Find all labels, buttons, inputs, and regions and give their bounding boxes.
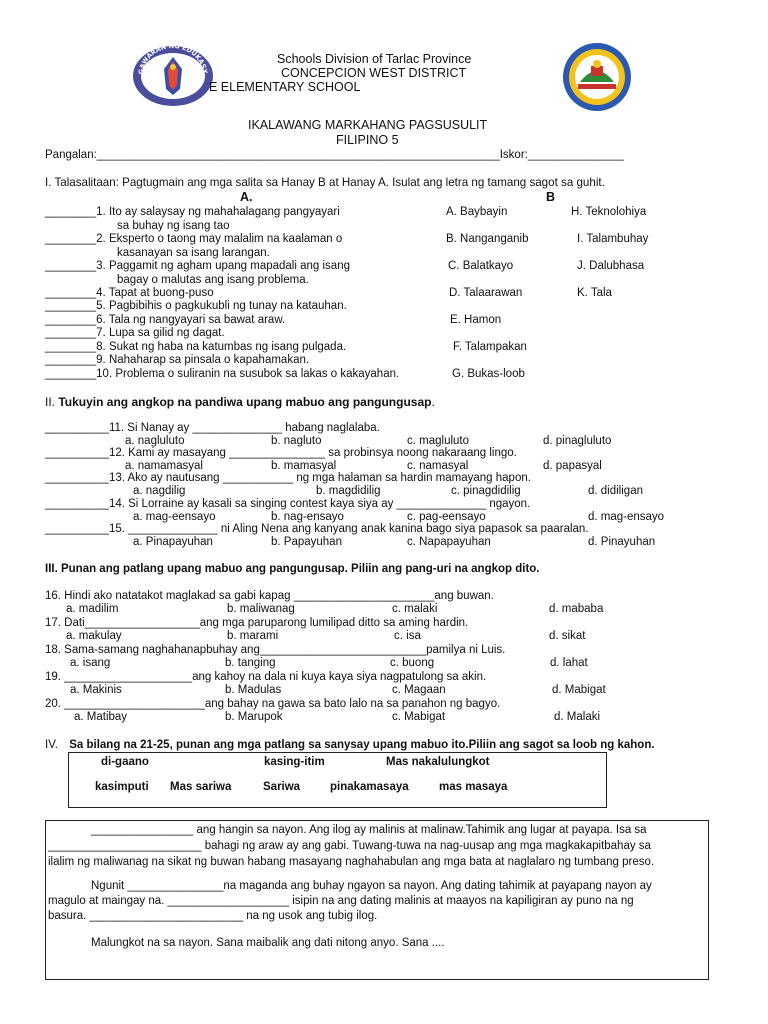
exam-title: IKALAWANG MARKAHANG PAGSUSULIT [248, 118, 488, 132]
item-11[interactable]: __________11. Si Nanay ay ______________ habang naglalaba. [45, 422, 380, 434]
option-e: E. Hamon [450, 314, 502, 326]
item-18[interactable]: 18. Sama-samang naghahanapbuhay ang__________________________pamilya ni Luis. [45, 644, 506, 656]
option-d: D. Talaarawan [449, 287, 523, 299]
subject-title: FILIPINO 5 [336, 133, 399, 147]
item-16-a: a. madilim [66, 603, 119, 615]
option-j: J. Dalubhasa [577, 260, 645, 272]
school-name: E ELEMENTARY SCHOOL [209, 80, 361, 94]
word-mas-nakalulungkot: Mas nakalulungkot [386, 756, 490, 768]
item-11-d: d. pinagluluto [543, 435, 612, 447]
part2-number: II. [45, 395, 56, 409]
item-20-d: d. Malaki [554, 711, 601, 723]
item-14[interactable]: __________14. Si Lorraine ay kasali sa singing contest kaya siya ay ______________ ngayon. [45, 498, 531, 510]
item-13-a: a. nagdilig [133, 485, 186, 497]
option-k: K. Tala [577, 287, 612, 299]
passage-line-4[interactable]: Ngunit _______________na maganda ang buhay ngayon sa nayon. Ang dating tahimik at payapang nayon ay [91, 880, 652, 892]
item-7[interactable]: ________7. Lupa sa gilid ng dagat. [45, 327, 225, 339]
passage-line-2[interactable]: ________________________ bahagi ng araw ay ang gabi. Tuwang-tuwa na nag-uusap ang mga magkakapitbahay sa [48, 840, 651, 852]
item-17-a: a. makulay [66, 630, 122, 642]
item-11-c: c. magluluto [407, 435, 470, 447]
part4-heading [45, 739, 655, 751]
item-12-a: a. namamasyal [125, 460, 203, 472]
item-16-c: c. malaki [392, 603, 438, 615]
item-4[interactable]: ________4. Tapat at buong-puso [45, 287, 214, 299]
item-10[interactable]: ________10. Problema o suliranin na susubok sa lakas o kakayahan. [45, 368, 400, 380]
item-13-b: b. magdidilig [316, 485, 381, 497]
item-14-d: d. mag-ensayo [588, 511, 665, 523]
item-1-cont: sa buhay ng isang tao [117, 220, 230, 232]
item-13[interactable]: __________13. Ako ay nautusang ___________ ng mga halaman sa hardin mamayang hapon. [45, 472, 531, 484]
part2-period: . [431, 395, 435, 409]
item-17-c: c. isa [394, 630, 421, 642]
item-20-c: c. Mabigat [392, 711, 446, 723]
item-18-d: d. lahat [550, 657, 588, 669]
division-name: Schools Division of Tarlac Province [277, 52, 472, 66]
item-3-cont: bagay o malutas ang isang problema. [117, 274, 309, 286]
item-20-b: b. Marupok [225, 711, 283, 723]
option-g: G. Bukas-loob [452, 368, 525, 380]
item-15-c: c. Napapayuhan [407, 536, 491, 548]
item-18-c: c. buong [390, 657, 435, 669]
word-kasing-itim: kasing-itim [264, 756, 325, 768]
svg-text:KAGAWARAN NG EDUKASYON: GAWARAN NG EDUKASY [136, 45, 209, 75]
item-1[interactable]: ________1. Ito ay salaysay ng mahahalagang pangyayari [45, 206, 340, 218]
item-12-d: d. papasyal [543, 460, 602, 472]
option-i: I. Talambuhay [577, 233, 649, 245]
item-8[interactable]: ________8. Sukat ng haba na katumbas ng isang pulgada. [45, 341, 347, 353]
option-c: C. Balatkayo [448, 260, 514, 272]
deped-seal [132, 45, 214, 107]
item-17[interactable]: 17. Dati__________________ang mga paruparong lumilipad ditto sa aming hardin. [45, 617, 469, 629]
option-a: A. Baybayin [446, 206, 508, 218]
item-12-c: c. namasyal [407, 460, 469, 472]
item-14-b: b. nag-ensayo [271, 511, 344, 523]
item-16-d: d. mababa [549, 603, 604, 615]
word-mas-sariwa: Mas sariwa [170, 781, 232, 793]
item-17-b: b. marami [227, 630, 279, 642]
item-15-d: d. Pinayuhan [588, 536, 656, 548]
item-6[interactable]: ________6. Tala ng nangyayari sa bawat araw. [45, 314, 286, 326]
passage-line-6[interactable]: basura. ________________________ na ng usok ang tubig ilog. [48, 910, 378, 922]
item-19-c: c. Magaan [392, 684, 446, 696]
item-5[interactable]: ________5. Pagbibihis o pagkukubli ng tunay na katauhan. [45, 300, 347, 312]
item-20[interactable]: 20. ______________________ang bahay na gawa sa bato lalo na sa panahon ng bagyo. [45, 698, 501, 710]
item-12[interactable]: __________12. Kami ay masayang _______________ sa probinsya noong nakaraang lingo. [45, 447, 517, 459]
school-seal [562, 42, 632, 112]
item-19-b: b. Madulas [225, 684, 282, 696]
passage-line-3: ilalim ng maliwanag na sikat ng buwan habang masayang naghahabulan ang mga bata at naglalaro ng tumbang preso. [48, 856, 655, 868]
item-2-cont: kasanayan sa isang larangan. [117, 247, 270, 259]
word-mas-masaya: mas masaya [439, 781, 508, 793]
item-16[interactable]: 16. Hindi ako natatakot maglakad sa gabi kapag ______________________ang buwan. [45, 590, 494, 602]
part4-number: IV. [45, 739, 59, 751]
district-name: CONCEPCION WEST DISTRICT [281, 66, 467, 80]
item-9[interactable]: ________9. Nahaharap sa pinsala o kapahamakan. [45, 354, 310, 366]
item-12-b: b. mamasyal [271, 460, 337, 472]
part3-heading: III. Punan ang patlang upang mabuo ang pangungusap. Piliin ang pang-uri na angkop dito. [45, 563, 540, 575]
option-h: H. Teknolohiya [571, 206, 647, 218]
passage-line-5[interactable]: magulo at maingay na. ___________________ isipin na ang dating malinis at maayos na kapiligiran ay puno na ng [48, 895, 634, 907]
item-13-d: d. didiligan [588, 485, 643, 497]
option-b: B. Nanganganib [446, 233, 529, 245]
item-11-b: b. nagluto [271, 435, 322, 447]
item-15-a: a. Pinapayuhan [133, 536, 213, 548]
item-18-a: a. isang [70, 657, 111, 669]
item-19[interactable]: 19. ____________________ang kahoy na dala ni kuya kaya siya nagpatulong sa akin. [45, 671, 487, 683]
word-sariwa: Sariwa [263, 781, 301, 793]
column-b-label: B [546, 190, 556, 204]
word-di-gaano: di-gaano [101, 756, 149, 768]
item-20-a: a. Matibay [74, 711, 128, 723]
part2-heading [45, 395, 435, 409]
item-14-a: a. mag-eensayo [133, 511, 216, 523]
item-2[interactable]: ________2. Eksperto o taong may malalim na kaalaman o [45, 233, 343, 245]
item-18-b: b. tanging [225, 657, 276, 669]
word-pinakamasaya: pinakamasaya [330, 781, 409, 793]
part2-title: Tukuyin ang angkop na pandiwa upang mabuo ang pangungusap [58, 395, 432, 409]
item-17-d: d. sikat [549, 630, 586, 642]
passage-line-7: Malungkot na sa nayon. Sana maibalik ang dati nitong anyo. Sana .... [91, 937, 445, 949]
item-16-b: b. maliwanag [227, 603, 295, 615]
item-15[interactable]: __________15. ______________ ni Aling Nena ang kanyang anak kanina bago siya papasok sa paaralan. [45, 523, 589, 535]
item-19-d: d. Mabigat [552, 684, 606, 696]
word-kasimputi: kasimputi [95, 781, 149, 793]
item-11-a: a. nagluluto [125, 435, 185, 447]
part1-instruction: I. Talasalitaan: Pagtugmain ang mga salita sa Hanay B at Hanay A. Isulat ang letra ng tamang sagot sa guhit. [45, 176, 605, 189]
option-f: F. Talampakan [453, 341, 527, 353]
part4-title: Sa bilang na 21-25, punan ang mga patlang sa sanysay upang mabuo ito.Piliin ang sagot sa loob ng kahon. [69, 739, 655, 751]
column-a-label: A. [240, 190, 253, 204]
item-19-a: a. Makinis [70, 684, 122, 696]
item-3[interactable]: ________3. Paggamit ng agham upang mapadali ang isang [45, 260, 350, 272]
name-score-line[interactable]: Pangalan:_______________________________________________________________Iskor:_______________ [45, 149, 624, 161]
item-15-b: b. Papayuhan [271, 536, 342, 548]
passage-line-1[interactable]: ________________ ang hangin sa nayon. Ang ilog ay malinis at malinaw.Tahimik ang lugar at payapa. Isa sa [91, 824, 647, 836]
item-13-c: c. pinagdidilig [451, 485, 521, 497]
svg-text:REPUBLIKA NG PILIPINAS: REPUBLIKA NG PILIPINAS [145, 81, 201, 101]
item-14-c: c. pag-eensayo [407, 511, 486, 523]
